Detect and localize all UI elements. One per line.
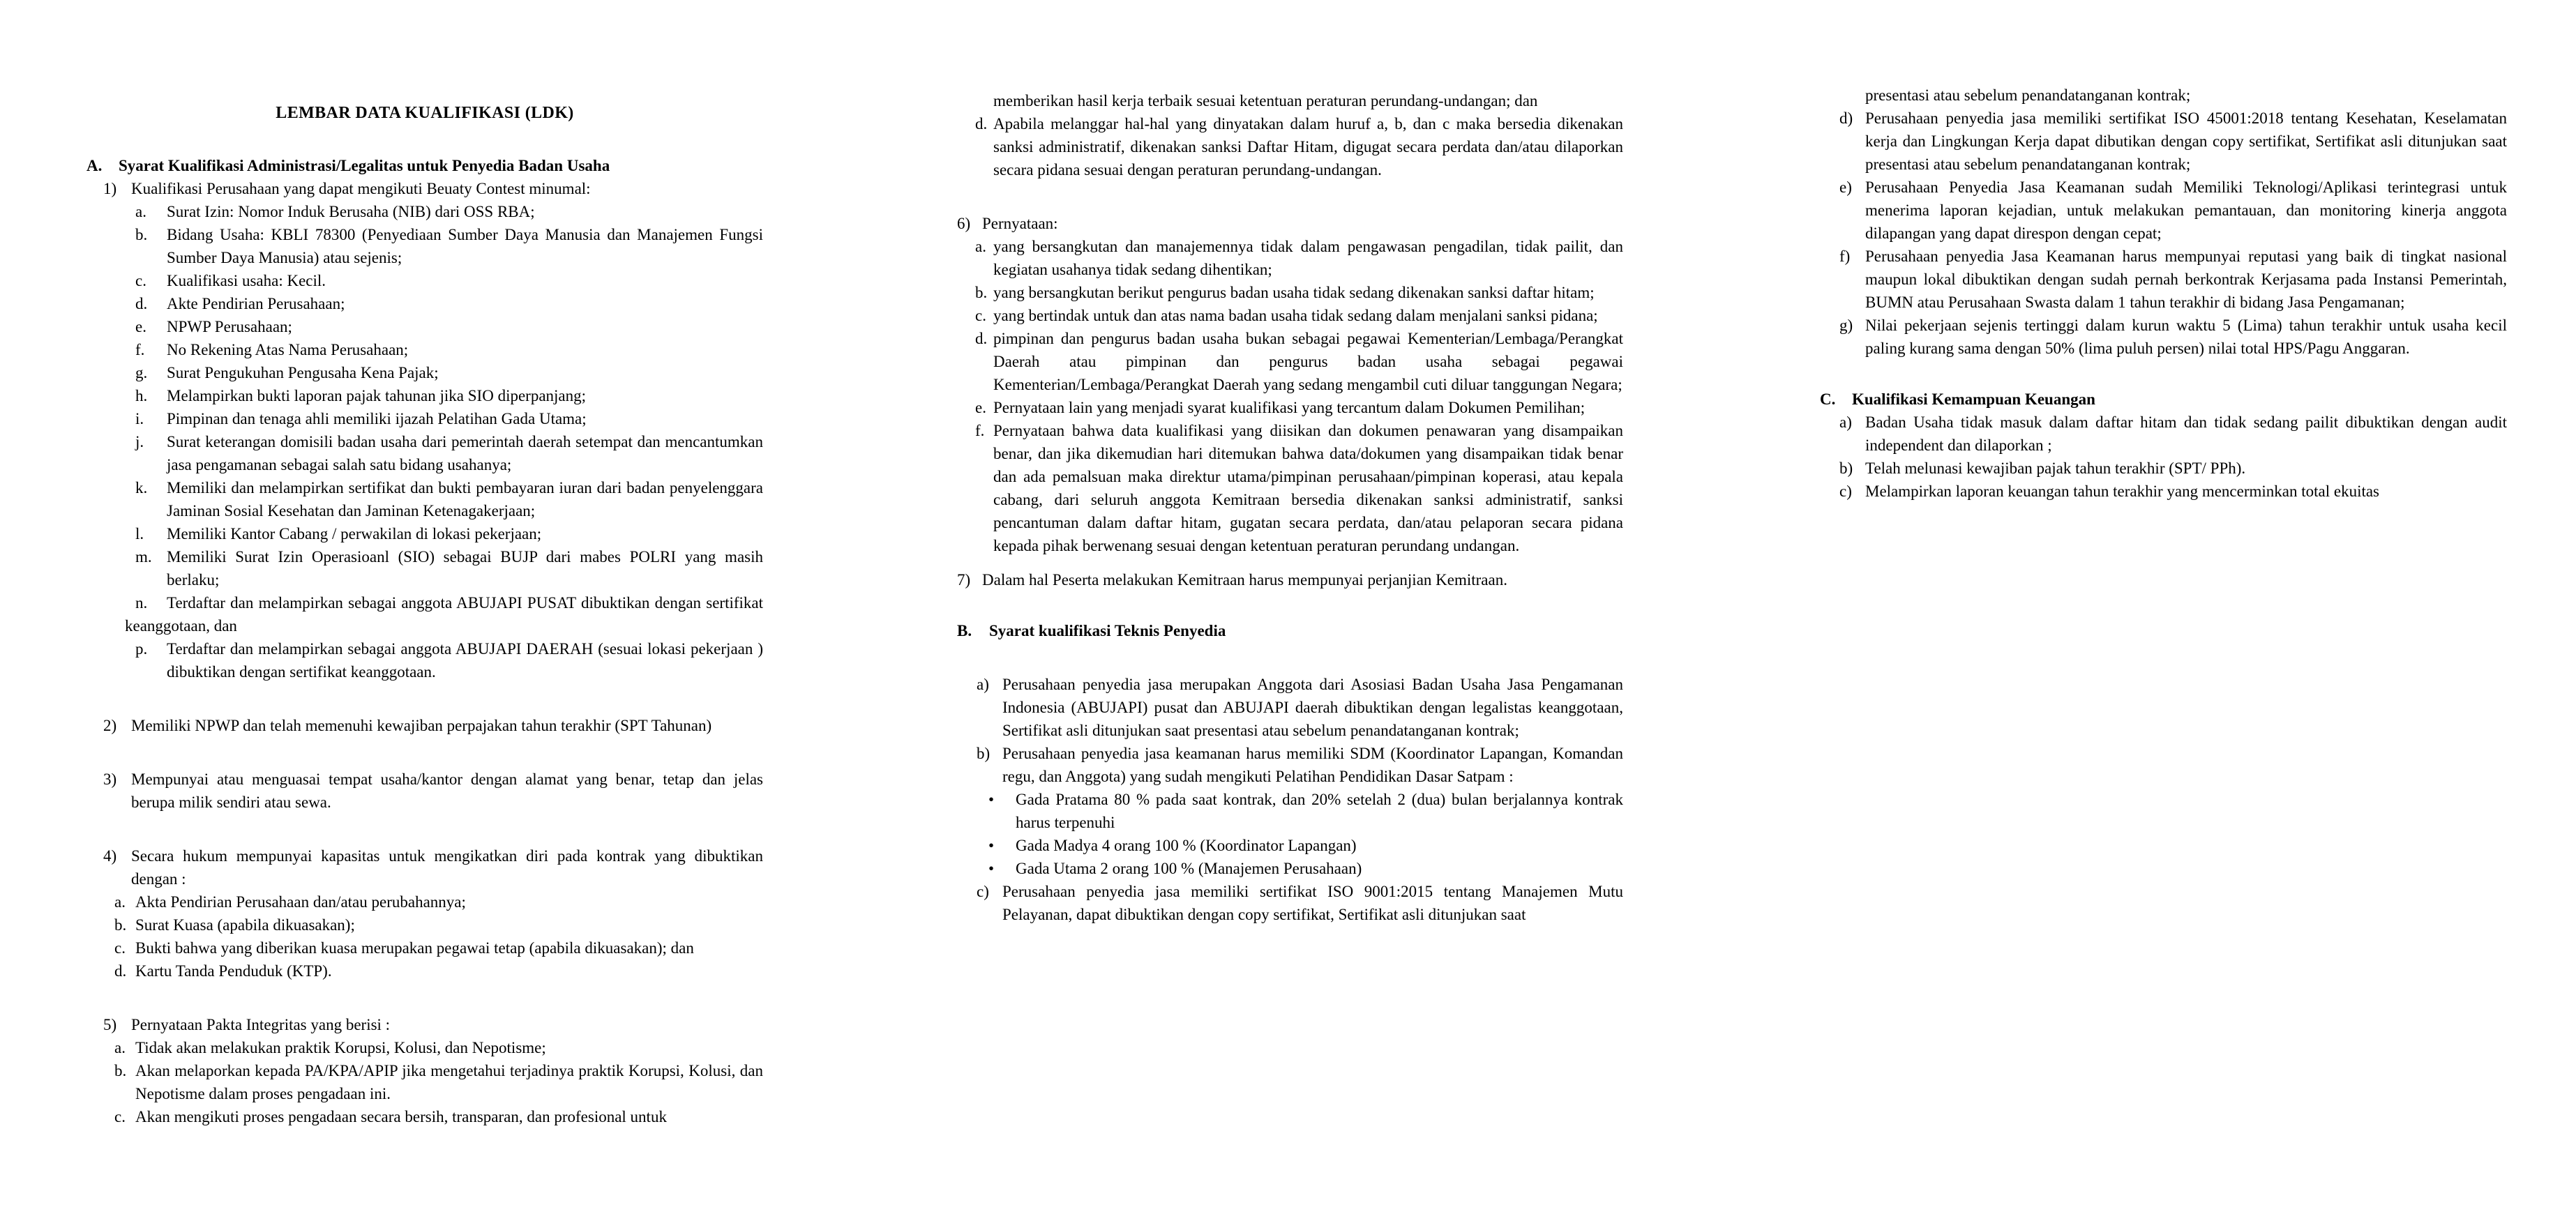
item-text: Memiliki Surat Izin Operasioanl (SIO) sebagai BUJP dari mabes POLRI yang masih berlaku;	[167, 548, 763, 589]
item-text: Pernyataan lain yang menjadi syarat kualifikasi yang tercantum dalam Dokumen Pemilihan;	[993, 399, 1585, 416]
item-label: A.	[86, 157, 103, 174]
item-text: Terdaftar dan melampirkan sebagai anggota ABUJAPI DAERAH (sesuai lokasi pekerjaan ) dibuktikan dengan sertifikat keanggotaan.	[167, 640, 763, 681]
item-label: e.	[975, 399, 986, 416]
item-text: yang bersangkutan dan manajemennya tidak dalam pengawasan pengadilan, tidak pailit, dan kegiatan usahanya tidak sedang dihentikan;	[993, 238, 1623, 278]
lettered-item	[1820, 107, 2507, 176]
lettered-item	[86, 292, 763, 315]
item-text: Apabila melanggar hal-hal yang dinyatakan dalam huruf a, b, dan c maka bersedia dikenakan sanksi administratif, dikenakan sanksi Daftar Hitam, digugat secara perdata dan/atau dilaporkan secara pidana sesuai dengan peraturan perundang-undangan.	[993, 115, 1623, 179]
lettered-item	[86, 591, 763, 637]
item-text: Memiliki NPWP dan telah memenuhi kewajiban perpajakan tahun terakhir (SPT Tahunan)	[131, 717, 712, 734]
item-text: Perusahaan Penyedia Jasa Keamanan sudah Memiliki Teknologi/Aplikasi terintegrasi untuk menerima laporan kejadian, untuk melakukan pemantauan, dan monitoring kinerja anggota dilapangan yang dapat direspon dengan cepat;	[1865, 179, 2507, 242]
lettered-item	[86, 384, 763, 407]
item-text: Kartu Tanda Penduduk (KTP).	[135, 962, 332, 980]
item-label: 1)	[103, 180, 117, 197]
item-text: Pernyataan Pakta Integritas yang berisi :	[131, 1016, 391, 1033]
item-text: Pernyataan bahwa data kualifikasi yang diisikan dan dokumen penawaran yang disampaikan benar, dan jika dikemudian hari ditemukan bahwa data/dokumen yang disampaikan tidak benar dan ada pemalsuan maka direktur utama/pimpinan perusahaan/pimpinan koperasi, atau kepala cabang, dari seluruh anggota Kemitraan bersedia dikenakan sanksi administratif, sanksi pencantuman dalam daftar hitam, gugatan secara perdata, dan/atau pelaporan secara pidana kepada pihak berwenang sesuai dengan ketentuan peraturan perundang undangan.	[993, 422, 1623, 554]
lettered-item	[86, 936, 763, 959]
lettered-item	[957, 304, 1623, 327]
item-label: c)	[977, 883, 989, 900]
section-heading	[86, 154, 763, 177]
item-label: i.	[135, 410, 144, 427]
item-label: 2)	[103, 717, 117, 734]
lettered-item	[86, 545, 763, 591]
continuation-paragraph	[1820, 84, 2507, 107]
bullet-icon: •	[988, 837, 995, 854]
bullet-item	[957, 834, 1623, 857]
item-label: h.	[135, 387, 148, 404]
lettered-item	[86, 1105, 763, 1128]
item-label: g)	[1839, 317, 1853, 334]
document-column-2	[957, 89, 1623, 926]
item-text: Perusahaan penyedia jasa memiliki sertifikat ISO 9001:2015 tentang Manajemen Mutu Pelayanan, dapat dibuktikan dengan copy sertifikat, Sertifikat asli ditunjukan saat	[1002, 883, 1623, 923]
item-text: LEMBAR DATA KUALIFIKASI (LDK)	[276, 104, 574, 122]
item-text: Gada Madya 4 orang 100 % (Koordinator Lapangan)	[1016, 837, 1357, 854]
bullet-icon: •	[988, 860, 995, 877]
item-label: p.	[135, 640, 148, 658]
item-text: NPWP Perusahaan;	[167, 318, 292, 335]
item-label: g.	[135, 364, 148, 381]
item-text: Akan melaporkan kepada PA/KPA/APIP jika mengetahui terjadinya praktik Korupsi, Kolusi, dan Nepotisme dalam proses pengadaan ini.	[135, 1062, 763, 1102]
lettered-item	[957, 880, 1623, 926]
item-text: Gada Pratama 80 % pada saat kontrak, dan 20% setelah 2 (dua) bulan berjalannya kontrak harus terpenuhi	[1016, 791, 1623, 831]
item-text: Gada Utama 2 orang 100 % (Manajemen Perusahaan)	[1016, 860, 1362, 877]
lettered-item	[86, 269, 763, 292]
item-text: Melampirkan laporan keuangan tahun terakhir yang mencerminkan total ekuitas	[1865, 483, 2380, 500]
lettered-item	[957, 327, 1623, 396]
document-title	[86, 102, 763, 125]
item-label: a.	[975, 238, 986, 255]
item-label: d.	[135, 295, 148, 312]
lettered-item	[86, 1036, 763, 1059]
item-label: d)	[1839, 109, 1853, 127]
item-text: Kualifikasi usaha: Kecil.	[167, 272, 326, 289]
lettered-item	[86, 430, 763, 476]
item-label: k.	[135, 479, 148, 496]
lettered-item	[86, 476, 763, 522]
numbered-item	[957, 212, 1623, 235]
item-text: Syarat kualifikasi Teknis Penyedia	[989, 622, 1226, 639]
item-text: Kualifikasi Kemampuan Keuangan	[1852, 390, 2095, 408]
item-text: memberikan hasil kerja terbaik sesuai ketentuan peraturan perundang-undangan; dan	[993, 92, 1538, 109]
bullet-item	[957, 857, 1623, 880]
item-label: j.	[135, 433, 144, 450]
lettered-item	[957, 673, 1623, 742]
item-text: Perusahaan penyedia jasa merupakan Anggota dari Asosiasi Badan Usaha Jasa Pengamanan Indonesia (ABUJAPI) pusat dan ABUJAPI daerah dibuktikan dengan legalistas keanggotaan, Sertifikat asli ditunjukan saat presentasi atau sebelum penandatanganan kontrak;	[1002, 676, 1623, 739]
item-text: Surat Izin: Nomor Induk Berusaha (NIB) dari OSS RBA;	[167, 203, 535, 220]
item-text: presentasi atau sebelum penandatanganan kontrak;	[1865, 86, 2191, 104]
item-label: a.	[114, 893, 126, 911]
item-label: f.	[135, 341, 145, 358]
numbered-item	[86, 1013, 763, 1036]
numbered-item	[86, 768, 763, 814]
item-label: f.	[975, 422, 985, 439]
item-label: a.	[135, 203, 146, 220]
item-label: b.	[135, 226, 148, 243]
item-text: Bukti bahwa yang diberikan kuasa merupakan pegawai tetap (apabila dikuasakan); dan	[135, 939, 694, 957]
item-label: C.	[1820, 390, 1836, 408]
item-text: Akte Pendirian Perusahaan;	[167, 295, 345, 312]
lettered-item	[86, 890, 763, 913]
lettered-item	[86, 522, 763, 545]
lettered-item	[1820, 314, 2507, 360]
item-label: 6)	[957, 215, 971, 232]
section-heading	[957, 619, 1623, 642]
item-text: Perusahaan penyedia jasa memiliki sertifikat ISO 45001:2018 tentang Kesehatan, Keselamatan kerja dan Lingkungan Kerja dapat dibutikan dengan copy sertifikat, Sertifikat asli ditunjukan saat presentasi atau sebelum penandatanganan kontrak;	[1865, 109, 2507, 173]
item-label: n.	[135, 594, 148, 612]
lettered-item	[957, 742, 1623, 788]
lettered-item	[86, 913, 763, 936]
item-label: l.	[135, 525, 144, 542]
item-text: Pernyataan:	[982, 215, 1058, 232]
item-text: yang bersangkutan berikut pengurus badan usaha tidak sedang dikenakan sanksi daftar hitam;	[993, 284, 1595, 301]
item-label: 4)	[103, 847, 117, 865]
item-text: Dalam hal Peserta melakukan Kemitraan harus mempunyai perjanjian Kemitraan.	[982, 571, 1507, 589]
item-label: B.	[957, 622, 972, 639]
lettered-item	[1820, 480, 2507, 503]
item-label: a.	[114, 1039, 126, 1056]
lettered-item	[1820, 457, 2507, 480]
lettered-item	[86, 637, 763, 683]
item-label: c.	[114, 939, 126, 957]
lettered-item	[957, 235, 1623, 281]
item-text: Bidang Usaha: KBLI 78300 (Penyediaan Sumber Daya Manusia dan Manajemen Fungsi Sumber Daya Manusia) atau sejenis;	[167, 226, 763, 266]
item-text: pimpinan dan pengurus badan usaha bukan sebagai pegawai Kementerian/Lembaga/Perangkat Daerah atau pimpinan dan pengurus badan usaha sebagai pegawai Kementerian/Lembaga/Perangkat Daerah yang sedang mengambil cuti diluar tanggungan Negara;	[993, 330, 1623, 393]
item-text: Akan mengikuti proses pengadaan secara bersih, transparan, dan profesional untuk	[135, 1108, 667, 1125]
item-text: Memiliki dan melampirkan sertifikat dan bukti pembayaran iuran dari badan penyelenggara Jaminan Sosial Kesehatan dan Jaminan Ketenagakerjaan;	[167, 479, 763, 519]
item-label: c.	[114, 1108, 126, 1125]
item-text: Nilai pekerjaan sejenis tertinggi dalam kurun waktu 5 (Lima) tahun terakhir untuk usaha kecil paling kurang sama dengan 50% (lima puluh persen) nilai total HPS/Pagu Anggaran.	[1865, 317, 2507, 357]
continuation-paragraph	[957, 89, 1623, 112]
item-text: Perusahaan penyedia Jasa Keamanan harus mempunyai reputasi yang baik di tingkat nasional maupun lokal dibuktikan dengan sudah pernah berkontrak Kerjasama pada Instansi Pemerintah, BUMN atau Perusahaan Swasta dalam 1 tahun terakhir di bidang Jasa Pengamanan;	[1865, 248, 2507, 311]
document-column-1	[86, 102, 763, 1128]
item-text: Terdaftar dan melampirkan sebagai anggota ABUJAPI PUSAT dibuktikan dengan sertifikat keanggotaan, dan	[125, 594, 763, 635]
document-column-3	[1820, 84, 2507, 503]
item-label: b.	[975, 284, 988, 301]
lettered-item	[86, 1059, 763, 1105]
item-text: yang bertindak untuk dan atas nama badan usaha tidak sedang dalam menjalani sanksi pidana;	[993, 307, 1598, 324]
item-label: d.	[975, 330, 988, 347]
item-label: b)	[1839, 460, 1853, 477]
lettered-item	[86, 315, 763, 338]
item-label: d.	[114, 962, 127, 980]
lettered-item	[86, 200, 763, 223]
item-text: Akta Pendirian Perusahaan dan/atau perubahannya;	[135, 893, 466, 911]
lettered-item	[86, 223, 763, 269]
item-text: Perusahaan penyedia jasa keamanan harus memiliki SDM (Koordinator Lapangan, Komandan regu, dan Anggota) yang sudah mengikuti Pelatihan Pendidikan Dasar Satpam :	[1002, 745, 1623, 785]
item-text: Badan Usaha tidak masuk dalam daftar hitam dan tidak sedang pailit dibuktikan dengan audit independent dan dilaporkan ;	[1865, 413, 2507, 454]
item-text: Pimpinan dan tenaga ahli memiliki ijazah Pelatihan Gada Utama;	[167, 410, 587, 427]
numbered-item	[957, 568, 1623, 591]
item-label: f)	[1839, 248, 1851, 265]
item-text: Telah melunasi kewajiban pajak tahun terakhir (SPT/ PPh).	[1865, 460, 2246, 477]
item-label: 7)	[957, 571, 971, 589]
item-label: b)	[977, 745, 991, 762]
item-label: d.	[975, 115, 988, 132]
section-heading	[1820, 388, 2507, 411]
item-label: a)	[977, 676, 989, 693]
item-text: Syarat Kualifikasi Administrasi/Legalitas untuk Penyedia Badan Usaha	[119, 157, 610, 174]
item-label: 3)	[103, 771, 117, 788]
numbered-item	[86, 844, 763, 890]
item-text: Surat keterangan domisili badan usaha dari pemerintah daerah setempat dan mencantumkan jasa pengamanan sebagai salah satu bidang usahanya;	[167, 433, 763, 473]
item-label: e)	[1839, 179, 1852, 196]
numbered-item	[86, 714, 763, 737]
item-text: Mempunyai atau menguasai tempat usaha/kantor dengan alamat yang benar, tetap dan jelas berupa milik sendiri atau sewa.	[131, 771, 763, 811]
numbered-item	[86, 177, 763, 200]
lettered-item	[1820, 245, 2507, 314]
item-label: c.	[975, 307, 986, 324]
item-label: m.	[135, 548, 152, 566]
bullet-item	[957, 788, 1623, 834]
item-label: e.	[135, 318, 146, 335]
lettered-item	[957, 419, 1623, 557]
item-text: Tidak akan melakukan praktik Korupsi, Kolusi, dan Nepotisme;	[135, 1039, 546, 1056]
item-label: 5)	[103, 1016, 117, 1033]
item-label: c.	[135, 272, 146, 289]
item-text: Melampirkan bukti laporan pajak tahunan jika SIO diperpanjang;	[167, 387, 587, 404]
item-label: c)	[1839, 483, 1852, 500]
lettered-item	[957, 112, 1623, 181]
item-label: a)	[1839, 413, 1852, 431]
lettered-item	[86, 407, 763, 430]
item-text: Surat Pengukuhan Pengusaha Kena Pajak;	[167, 364, 439, 381]
lettered-item	[957, 396, 1623, 419]
item-text: Secara hukum mempunyai kapasitas untuk mengikatkan diri pada kontrak yang dibuktikan dengan :	[131, 847, 763, 888]
item-label: b.	[114, 1062, 127, 1079]
lettered-item	[86, 361, 763, 384]
item-text: Kualifikasi Perusahaan yang dapat mengikuti Beuaty Contest minumal:	[131, 180, 591, 197]
item-label: b.	[114, 916, 127, 934]
lettered-item	[957, 281, 1623, 304]
item-text: Memiliki Kantor Cabang / perwakilan di lokasi pekerjaan;	[167, 525, 542, 542]
lettered-item	[86, 959, 763, 982]
bullet-icon: •	[988, 791, 995, 808]
lettered-item	[1820, 411, 2507, 457]
item-text: Surat Kuasa (apabila dikuasakan);	[135, 916, 355, 934]
lettered-item	[86, 338, 763, 361]
item-text: No Rekening Atas Nama Perusahaan;	[167, 341, 409, 358]
lettered-item	[1820, 176, 2507, 245]
